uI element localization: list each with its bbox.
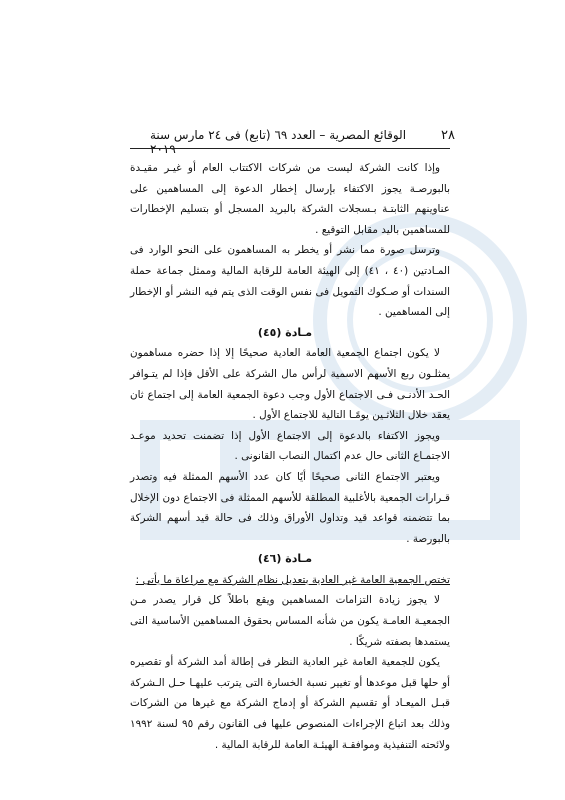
article-heading: مـادة (٤٥) — [257, 325, 313, 339]
paragraph: ويجوز الاكتفاء بالدعوة إلى الاجتماع الأول إذا تضمنت تحديد موعـد الاجتمـاع الثانى حال عدم اكتمال النصاب القانونى . — [130, 429, 450, 463]
article-intro: تختص الجمعية العامة غير العادية بتعديل نظام الشركة مع مراعاة ما يأتى : — [135, 573, 450, 586]
page-header-title: الوقائع المصرية – العدد ٦٩ (تابع) فى ٢٤ مارس سنة ٢٠١٩ — [150, 128, 407, 156]
page-number: ٢٨ — [441, 128, 455, 143]
paragraph: لا يكون اجتماع الجمعية العامة العادية صحيحًا إلا إذا حضره مساهمون يمثلـون ربع الأسهم الاسمية لرأس مال الشركة على الأقل فإذا لم يتـوافر الحـد الأدنـى فـى الاجتماع الأول وجب دعوة الجمعية العامة إلى اجتماع ثان يعقد خلال الثلاثـين يومًـا التالية للاجتماع الأول . — [130, 347, 450, 422]
paragraph: ويعتبر الاجتماع الثانى صحيحًا أيًا كان عدد الأسهم الممثلة فيه وتصدر قـرارات الجمعية بالأغلبية المطلقة للأسهم الممثلة فى الاجتماع دون الإخلال بما تتضمنه قواعد قيد وتداول الأوراق وذلك فى حالة قيد أسهم الشركة بالبورصة . — [130, 470, 450, 545]
article-heading: مـادة (٤٦) — [257, 552, 313, 566]
document-body — [130, 158, 450, 755]
paragraph: وإذا كانت الشركة ليست من شركات الاكتتاب العام أو غيـر مقيـدة بالبورصـة يجوز الاكتفاء بإرسال إخطار الدعوة إلى المساهمين على عناوينهم الثابتـة بـسجلات الشركة بالبريد المسجل أو بتسليم الإخطارات للمساهمين باليد مقابل التوقيع . — [130, 162, 450, 236]
paragraph: يكون للجمعية العامة غير العادية النظر فى إطالة أمد الشركة أو تقصيره أو حلها قبل موعدها أو تغيير نسبة الخسارة التى يترتب عليهـا حـل الـشركة قبـل الميعـاد أو تقسيم الشركة أو إدماج الشركة مع غيرها من الشركات وذلك بعد اتباع الإجراءات المنصوص عليها فى القانون رقم ٩٥ لسنة ١٩٩٢ ولائحته التنفيذية وموافقـة الهيئـة العامة للرقابة المالية . — [130, 656, 450, 751]
paragraph: وترسل صورة مما نشر أو يخطر به المساهمون على النحو الوارد فى المـادتين (٤٠ ، ٤١) إلى الهيئة العامة للرقابة المالية وممثل جماعة حملة السندات أو صـكوك التمويل فى نفس الوقت الذى يتم فيه النشر أو الإخطار إلى المساهمين . — [130, 244, 450, 319]
header-divider — [130, 148, 450, 149]
paragraph: لا يجوز زيادة التزامات المساهمين ويقع باطلاً كل قرار يصدر مـن الجمعيـة العامـة يكون من شأنه المساس بحقوق المساهمين الأساسية التى يستمدها بصفته شريكًا . — [130, 594, 450, 648]
